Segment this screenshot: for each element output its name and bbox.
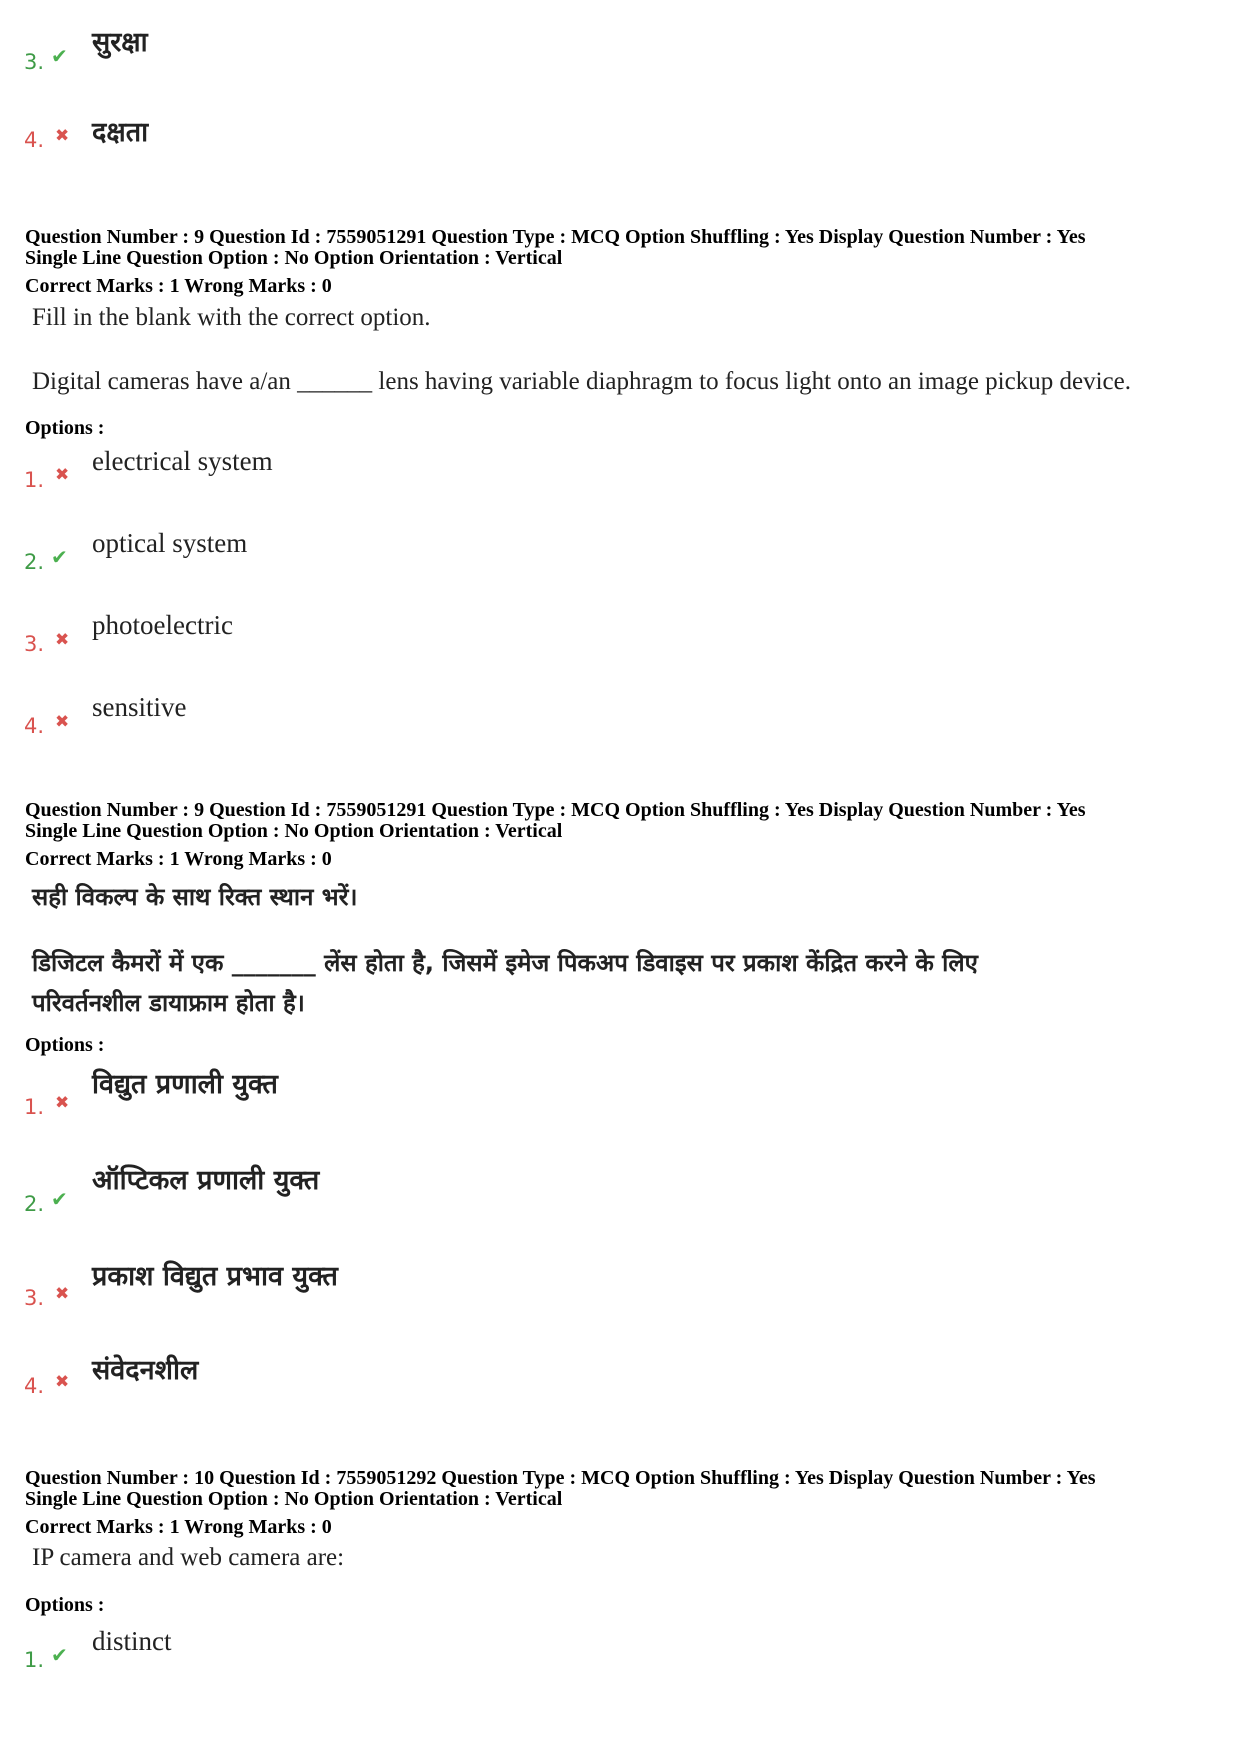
question-meta-line: Question Number : 9 Question Id : 7559051291 Question Type : MCQ Option Shuffling : Yes Display Question Number : Yes <box>25 226 1086 248</box>
question-meta-line: Single Line Question Option : No Option Orientation : Vertical <box>25 1488 563 1510</box>
option-text: distinct <box>92 1626 172 1656</box>
option-text: photoelectric <box>92 610 233 640</box>
check-icon: ✔ <box>51 44 68 68</box>
question-marks: Correct Marks : 1 Wrong Marks : 0 <box>25 275 332 297</box>
question-meta-line: Single Line Question Option : No Option Orientation : Vertical <box>25 247 563 269</box>
option-text: ऑप्टिकल प्रणाली युक्त <box>92 1165 320 1196</box>
option-number: 1. <box>24 468 45 492</box>
question-marks: Correct Marks : 1 Wrong Marks : 0 <box>25 1516 332 1538</box>
option-text: संवेदनशील <box>92 1355 199 1386</box>
options-label: Options : <box>25 1034 105 1056</box>
option-text: विद्युत प्रणाली युक्त <box>92 1069 278 1100</box>
option-number: 1. <box>24 1648 45 1672</box>
cross-icon: ✖ <box>55 1284 70 1304</box>
option-number: 4. <box>24 714 45 738</box>
option-number: 3. <box>24 1286 45 1310</box>
question-text: परिवर्तनशील डायाफ्राम होता है। <box>32 989 305 1017</box>
cross-icon: ✖ <box>55 465 70 485</box>
question-meta-line: Question Number : 9 Question Id : 7559051291 Question Type : MCQ Option Shuffling : Yes Display Question Number : Yes <box>25 799 1086 821</box>
question-meta-line: Single Line Question Option : No Option Orientation : Vertical <box>25 820 563 842</box>
cross-icon: ✖ <box>55 126 70 146</box>
option-text: दक्षता <box>92 117 149 148</box>
question-meta-line: Question Number : 10 Question Id : 7559051292 Question Type : MCQ Option Shuffling : Yes Display Question Number : Yes <box>25 1467 1096 1489</box>
question-text: सही विकल्प के साथ रिक्त स्थान भरें। <box>32 883 358 911</box>
cross-icon: ✖ <box>55 1372 70 1392</box>
option-text: sensitive <box>92 692 187 722</box>
option-text: सुरक्षा <box>92 27 148 58</box>
option-number: 3. <box>24 50 45 74</box>
options-label: Options : <box>25 417 105 439</box>
cross-icon: ✖ <box>55 630 70 650</box>
option-number: 2. <box>24 550 45 574</box>
question-text: IP camera and web camera are: <box>32 1544 345 1571</box>
option-text: electrical system <box>92 446 273 476</box>
check-icon: ✔ <box>51 545 68 569</box>
option-number: 2. <box>24 1192 45 1216</box>
check-icon: ✔ <box>51 1187 68 1211</box>
options-label: Options : <box>25 1594 105 1616</box>
option-number: 4. <box>24 1374 45 1398</box>
question-text: डिजिटल कैमरों में एक _______ लेंस होता है, जिसमें इमेज पिकअप डिवाइस पर प्रकाश केंद्रित करने के लिए <box>32 949 978 977</box>
option-number: 4. <box>24 128 45 152</box>
option-number: 3. <box>24 632 45 656</box>
question-text: Fill in the blank with the correct option. <box>32 304 431 331</box>
option-number: 1. <box>24 1095 45 1119</box>
cross-icon: ✖ <box>55 1093 70 1113</box>
check-icon: ✔ <box>51 1643 68 1667</box>
option-text: optical system <box>92 528 248 558</box>
option-text: प्रकाश विद्युत प्रभाव युक्त <box>92 1261 338 1292</box>
cross-icon: ✖ <box>55 712 70 732</box>
question-marks: Correct Marks : 1 Wrong Marks : 0 <box>25 848 332 870</box>
question-text: Digital cameras have a/an ______ lens having variable diaphragm to focus light onto an image pickup device. <box>32 368 1131 395</box>
